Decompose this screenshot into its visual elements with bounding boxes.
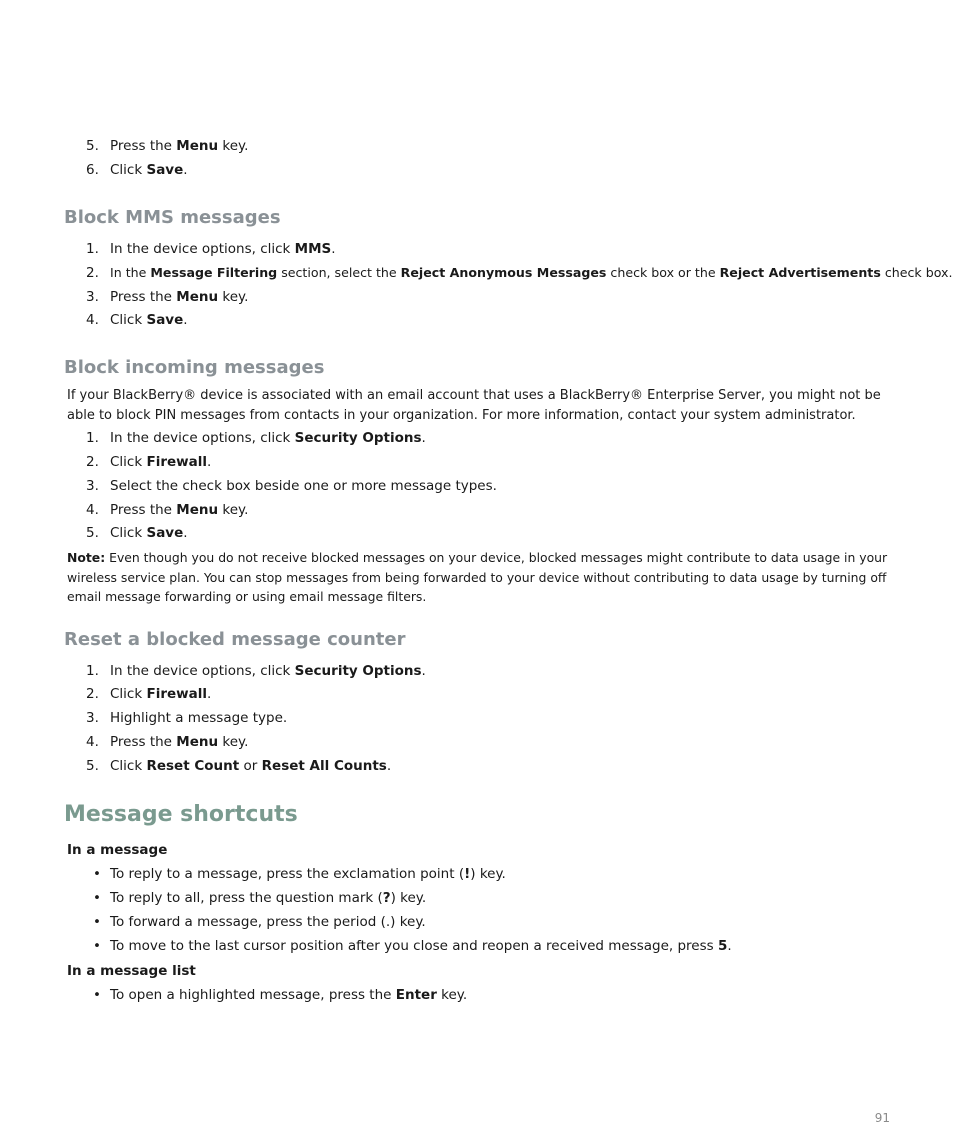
- step-number: 5.: [86, 525, 99, 541]
- step-number: 4.: [86, 312, 99, 328]
- bullet: •: [93, 987, 101, 1003]
- step-text: Click Save.: [110, 162, 188, 178]
- page-number: 91: [874, 1111, 890, 1125]
- note-label: Note:: [67, 550, 106, 565]
- section-heading: Block MMS messages: [64, 207, 281, 228]
- shortcut-item: To reply to a message, press the exclamation point (!) key.: [110, 866, 506, 882]
- step-number: 3.: [86, 289, 99, 305]
- step-number: 2.: [86, 686, 99, 702]
- shortcut-item: To forward a message, press the period (.) key.: [110, 914, 426, 930]
- step-number: 6.: [86, 162, 99, 178]
- bullet: •: [93, 890, 101, 906]
- step-text: Click Save.: [110, 312, 188, 328]
- step-number: 3.: [86, 710, 99, 726]
- intro-paragraph: If your BlackBerry® device is associated with an email account that uses a BlackBerry® Enterprise Server, you might not be able to block PIN messages from contacts in your organization. For more information, contact your system administrator.: [67, 388, 881, 423]
- bullet: •: [93, 914, 101, 930]
- step-number: 1.: [86, 663, 99, 679]
- note-paragraph: Note: Even though you do not receive blocked messages on your device, blocked messages might contribute to data usage in your wireless service plan. You can stop messages from being forwarded to your device without contributing to data usage by turning off email message forwarding or using email message filters.: [67, 550, 888, 604]
- step-number: 5.: [86, 138, 99, 154]
- step-text: Press the Menu key.: [110, 734, 249, 750]
- step-number: 2.: [86, 454, 99, 470]
- step-text: In the device options, click Security Options.: [110, 663, 426, 679]
- section-heading: Block incoming messages: [64, 357, 325, 378]
- step-text: Press the Menu key.: [110, 138, 249, 154]
- step-text: In the device options, click MMS.: [110, 241, 336, 257]
- step-text: Click Firewall.: [110, 454, 212, 470]
- section-heading: Reset a blocked message counter: [64, 629, 406, 650]
- shortcut-item: To open a highlighted message, press the Enter key.: [110, 987, 468, 1003]
- step-text: Click Firewall.: [110, 686, 212, 702]
- step-number: 1.: [86, 430, 99, 446]
- step-number: 5.: [86, 758, 99, 774]
- page-heading: Message shortcuts: [64, 802, 298, 827]
- step-number: 2.: [86, 265, 99, 281]
- step-text: Press the Menu key.: [110, 289, 249, 305]
- shortcut-item: To reply to all, press the question mark (?) key.: [110, 890, 427, 906]
- step-number: 3.: [86, 478, 99, 494]
- step-text: Click Reset Count or Reset All Counts.: [110, 758, 392, 774]
- step-text: In the device options, click Security Options.: [110, 430, 426, 446]
- step-text: Press the Menu key.: [110, 502, 249, 518]
- bullet: •: [93, 938, 101, 954]
- subheading-in-message-list: In a message list: [67, 963, 196, 979]
- step-number: 4.: [86, 734, 99, 750]
- shortcut-item: To move to the last cursor position after you close and reopen a received message, press 5.: [110, 938, 732, 954]
- step-text: Click Save.: [110, 525, 188, 541]
- step-text: Highlight a message type.: [110, 710, 288, 726]
- subheading-in-message: In a message: [67, 842, 168, 858]
- step-text: Select the check box beside one or more message types.: [110, 478, 497, 494]
- step-number: 1.: [86, 241, 99, 257]
- step-text: In the Message Filtering section, select the Reject Anonymous Messages check box or the Reject Advertisements check box.: [110, 265, 953, 280]
- step-number: 4.: [86, 502, 99, 518]
- bullet: •: [93, 866, 101, 882]
